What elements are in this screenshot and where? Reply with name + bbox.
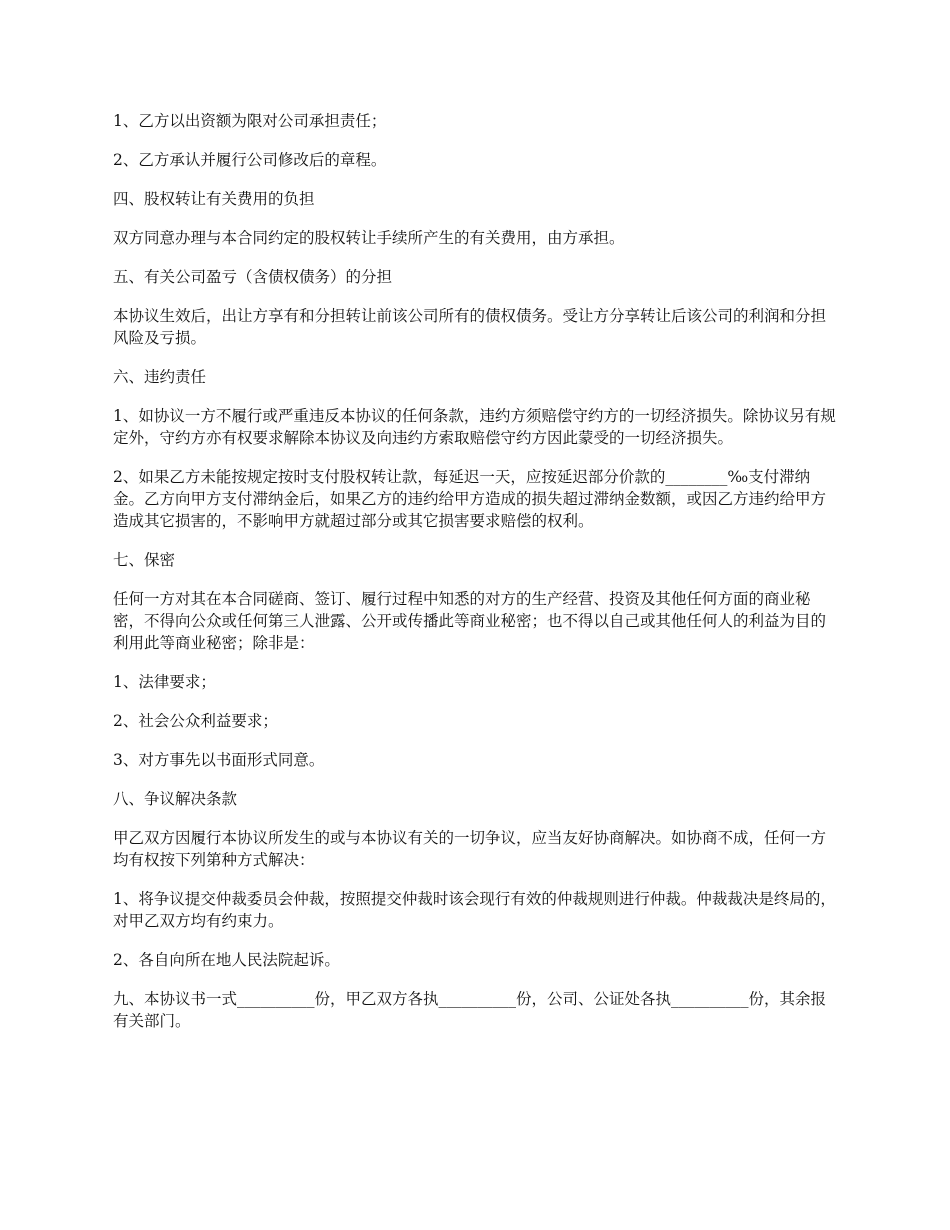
section-heading: 四、股权转让有关费用的负担: [113, 190, 315, 208]
clause-text: 本协议生效后，出让方享有和分担转让前该公司所有的债权债务。受让方分享转让后该公司的利润和分担风险及亏损。: [113, 307, 827, 347]
clause-text: 1、法律要求；: [113, 673, 216, 691]
clause-text: 1、乙方以出资额为限对公司承担责任；: [113, 112, 387, 130]
section-heading: 八、争议解决条款: [113, 790, 238, 808]
clause-text: 任何一方对其在本合同磋商、签订、履行过程中知悉的对方的生产经营、投资及其他任何方面的商业秘密，不得向公众或任何第三人泄露、公开或传播此等商业秘密；也不得以自己或其他任何人的利益为目的利用此等商业秘密；除非是：: [113, 590, 827, 652]
clause-text: 甲乙双方因履行本协议所发生的或与本协议有关的一切争议，应当友好协商解决。如协商不成，任何一方均有权按下列第种方式解决：: [113, 829, 827, 869]
clause-text: 3、对方事先以书面形式同意。: [113, 751, 325, 769]
section-heading: 六、违约责任: [113, 368, 207, 386]
clause-text: 1、将争议提交仲裁委员会仲裁，按照提交仲裁时该会现行有效的仲裁规则进行仲裁。仲裁裁决是终局的，对甲乙双方均有约束力。: [113, 890, 836, 930]
clause-text: 2、乙方承认并履行公司修改后的章程。: [113, 151, 387, 169]
section-heading: 九、本协议书一式__________份，甲乙双方各执__________份，公司、公证处各执__________份，其余报有关部门。: [113, 990, 827, 1030]
clause-text: 2、各自向所在地人民法院起诉。: [113, 951, 340, 969]
clause-text: 1、如协议一方不履行或严重违反本协议的任何条款，违约方须赔偿守约方的一切经济损失。除协议另有规定外，守约方亦有权要求解除本协议及向违约方索取赔偿守约方因此蒙受的一切经济损失。: [113, 407, 836, 447]
clause-text: 双方同意办理与本合同约定的股权转让手续所产生的有关费用，由方承担。: [113, 229, 625, 247]
clause-text: 2、如果乙方未能按规定按时支付股权转让款，每延迟一天，应按延迟部分价款的________‰支付滞纳金。乙方向甲方支付滞纳金后，如果乙方的违约给甲方造成的损失超过滞纳金数额，或因乙方违约给甲方造成其它损害的，不影响甲方就超过部分或其它损害要求赔偿的权利。: [113, 468, 827, 530]
document-body: [113, 110, 840, 1049]
section-heading: 七、保密: [113, 551, 176, 569]
section-heading: 五、有关公司盈亏（含债权债务）的分担: [113, 268, 393, 286]
clause-text: 2、社会公众利益要求；: [113, 712, 278, 730]
